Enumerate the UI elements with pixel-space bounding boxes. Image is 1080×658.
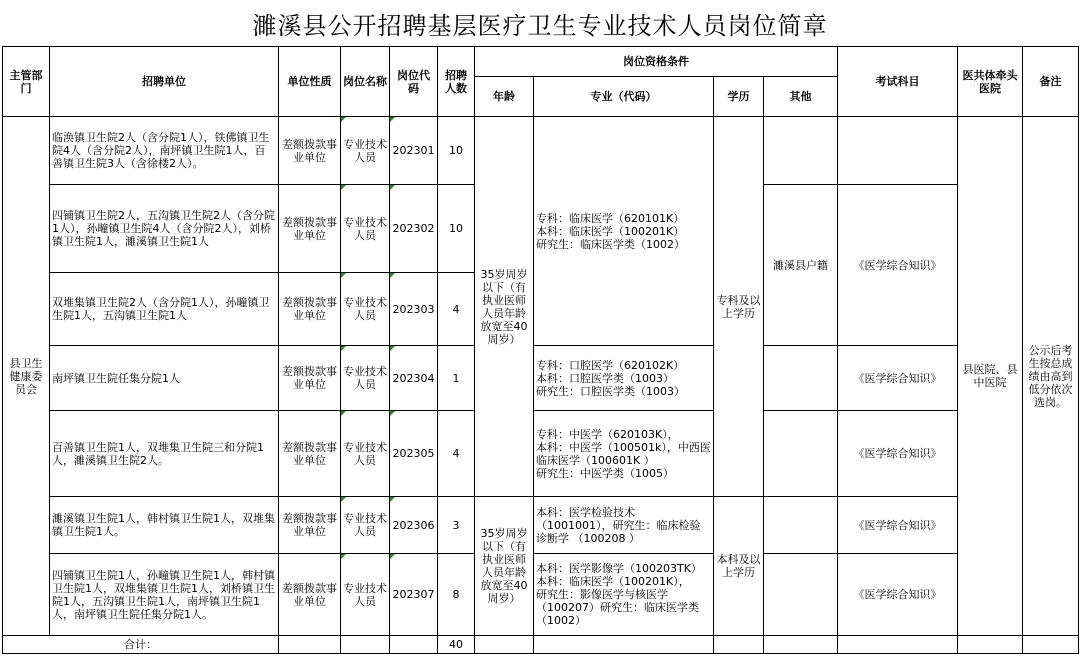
hospital-cell: 县医院、县中医院 [958,117,1023,636]
education-cell: 专科及以上学历 [714,117,764,497]
count-cell: 10 [438,185,475,273]
other-cell-empty [764,554,838,636]
nature-cell: 差额拨款事业单位 [279,185,341,273]
header-unit: 招聘单位 [50,47,279,117]
header-count: 招聘人数 [438,47,475,117]
post-code-cell: 202301 [390,117,438,185]
major-cell: 本科：医学影像学（100203TK） 本科：临床医学（100201K）， 研究生：影像医学与核医学（100207）研究生：临床医学类（1002） [534,554,714,636]
post-code-cell: 202302 [390,185,438,273]
remark-cell: 公示后考生按总成绩由高到低分依次选岗。 [1023,117,1079,636]
total-empty [341,636,390,654]
exam-cell-empty [838,117,958,185]
other-cell-empty [764,346,838,411]
count-cell: 10 [438,117,475,185]
exam-cell: 《医学综合知识》 [838,185,958,346]
post-name-cell: 专业技术人员 [341,117,390,185]
dept-cell: 县卫生健康委员会 [3,117,50,636]
table-row [3,497,1079,554]
education-cell: 本科及以上学历 [714,497,764,636]
exam-cell: 《医学综合知识》 [838,346,958,411]
other-cell-empty [764,497,838,554]
header-age: 年龄 [475,77,534,117]
post-code-cell: 202303 [390,273,438,346]
header-post-name: 岗位名称 [341,47,390,117]
count-cell: 3 [438,497,475,554]
post-name-cell: 专业技术人员 [341,411,390,497]
unit-cell: 四铺镇卫生院2人，五沟镇卫生院2人（含分院1人），孙疃镇卫生院4人（含分院2人），刘桥镇卫生院1人，濉溪镇卫生院1人 [50,185,279,273]
unit-cell: 临涣镇卫生院2人（含分院1人），铁佛镇卫生院4人（含分院2人），南坪镇卫生院1人，百善镇卫生院3人（含徐楼2人）。 [50,117,279,185]
age-cell: 35岁周岁以下（有执业医师人员年龄放宽至40周岁） [475,117,534,497]
unit-cell: 四铺镇卫生院1人，孙疃镇卫生院1人，韩村镇卫生院1人，双堆集镇卫生院1人，刘桥镇卫生院1人，五沟镇卫生院1人，南坪镇卫生院1人，南坪镇卫生院任集分院1人。 [50,554,279,636]
header-qualification: 岗位资格条件 [475,47,838,77]
post-code-cell: 202304 [390,346,438,411]
nature-cell: 差额拨款事业单位 [279,117,341,185]
table-row [3,411,1079,497]
nature-cell: 差额拨款事业单位 [279,411,341,497]
total-empty [714,636,764,654]
total-empty [958,636,1023,654]
exam-cell: 《医学综合知识》 [838,411,958,497]
major-cell: 专科：临床医学（620101K） 本科：临床医学（100201K） 研究生：临床医学类（1002） [534,117,714,346]
table-row [3,117,1079,185]
total-empty [534,636,714,654]
table-row [3,554,1079,636]
nature-cell: 差额拨款事业单位 [279,346,341,411]
header-education: 学历 [714,77,764,117]
unit-cell: 濉溪镇卫生院1人，韩村镇卫生院1人，双堆集镇卫生院1人。 [50,497,279,554]
post-name-cell: 专业技术人员 [341,497,390,554]
post-name-cell: 专业技术人员 [341,273,390,346]
nature-cell: 差额拨款事业单位 [279,273,341,346]
post-name-cell: 专业技术人员 [341,346,390,411]
header-exam: 考试科目 [838,47,958,117]
count-cell: 4 [438,273,475,346]
other-cell-empty [764,411,838,497]
count-cell: 8 [438,554,475,636]
major-cell: 本科：医学检验技术（1001001），研究生：临床检验诊断学 （100208 ） [534,497,714,554]
post-code-cell: 202306 [390,497,438,554]
count-cell: 4 [438,411,475,497]
recruitment-table [2,46,1079,654]
total-label: 合计： [3,636,279,654]
post-code-cell: 202305 [390,411,438,497]
count-cell: 1 [438,346,475,411]
page-title: 濉溪县公开招聘基层医疗卫生专业技术人员岗位简章 [252,11,828,40]
header-remark: 备注 [1023,47,1079,117]
header-post-code: 岗位代码 [390,47,438,117]
nature-cell: 差额拨款事业单位 [279,497,341,554]
header-hospital: 医共体牵头医院 [958,47,1023,117]
other-cell-empty [764,117,838,185]
total-empty [390,636,438,654]
header-other: 其他 [764,77,838,117]
other-cell: 濉溪县户籍 [764,185,838,346]
post-code-cell: 202307 [390,554,438,636]
total-empty [838,636,958,654]
header-row-1 [3,47,1079,77]
unit-cell: 南坪镇卫生院任集分院1人 [50,346,279,411]
total-empty [279,636,341,654]
exam-cell: 《医学综合知识》 [838,554,958,636]
total-empty [1023,636,1079,654]
header-major: 专业（代码） [534,77,714,117]
major-cell: 专科：口腔医学（620102K） 本科：口腔医学类（1003） 研究生：口腔医学类（1003） [534,346,714,411]
exam-cell: 《医学综合知识》 [838,497,958,554]
nature-cell: 差额拨款事业单位 [279,554,341,636]
unit-cell: 双堆集镇卫生院2人（含分院1人），孙疃镇卫生院1人，五沟镇卫生院1人 [50,273,279,346]
total-empty [764,636,838,654]
age-cell: 35岁周岁以下（有执业医师人员年龄放宽至40周岁） [475,497,534,636]
post-name-cell: 专业技术人员 [341,185,390,273]
total-value: 40 [438,636,475,654]
total-empty [475,636,534,654]
table-row [3,346,1079,411]
major-cell: 专科：中医学（620103K）， 本科：中医学（100501k），中西医临床医学（100601K ） 研究生：中医学类（1005） [534,411,714,497]
header-dept: 主管部门 [3,47,50,117]
post-name-cell: 专业技术人员 [341,554,390,636]
total-row [3,636,1079,654]
header-nature: 单位性质 [279,47,341,117]
unit-cell: 百善镇卫生院1人，双堆集卫生院三和分院1人，濉溪镇卫生院2人。 [50,411,279,497]
